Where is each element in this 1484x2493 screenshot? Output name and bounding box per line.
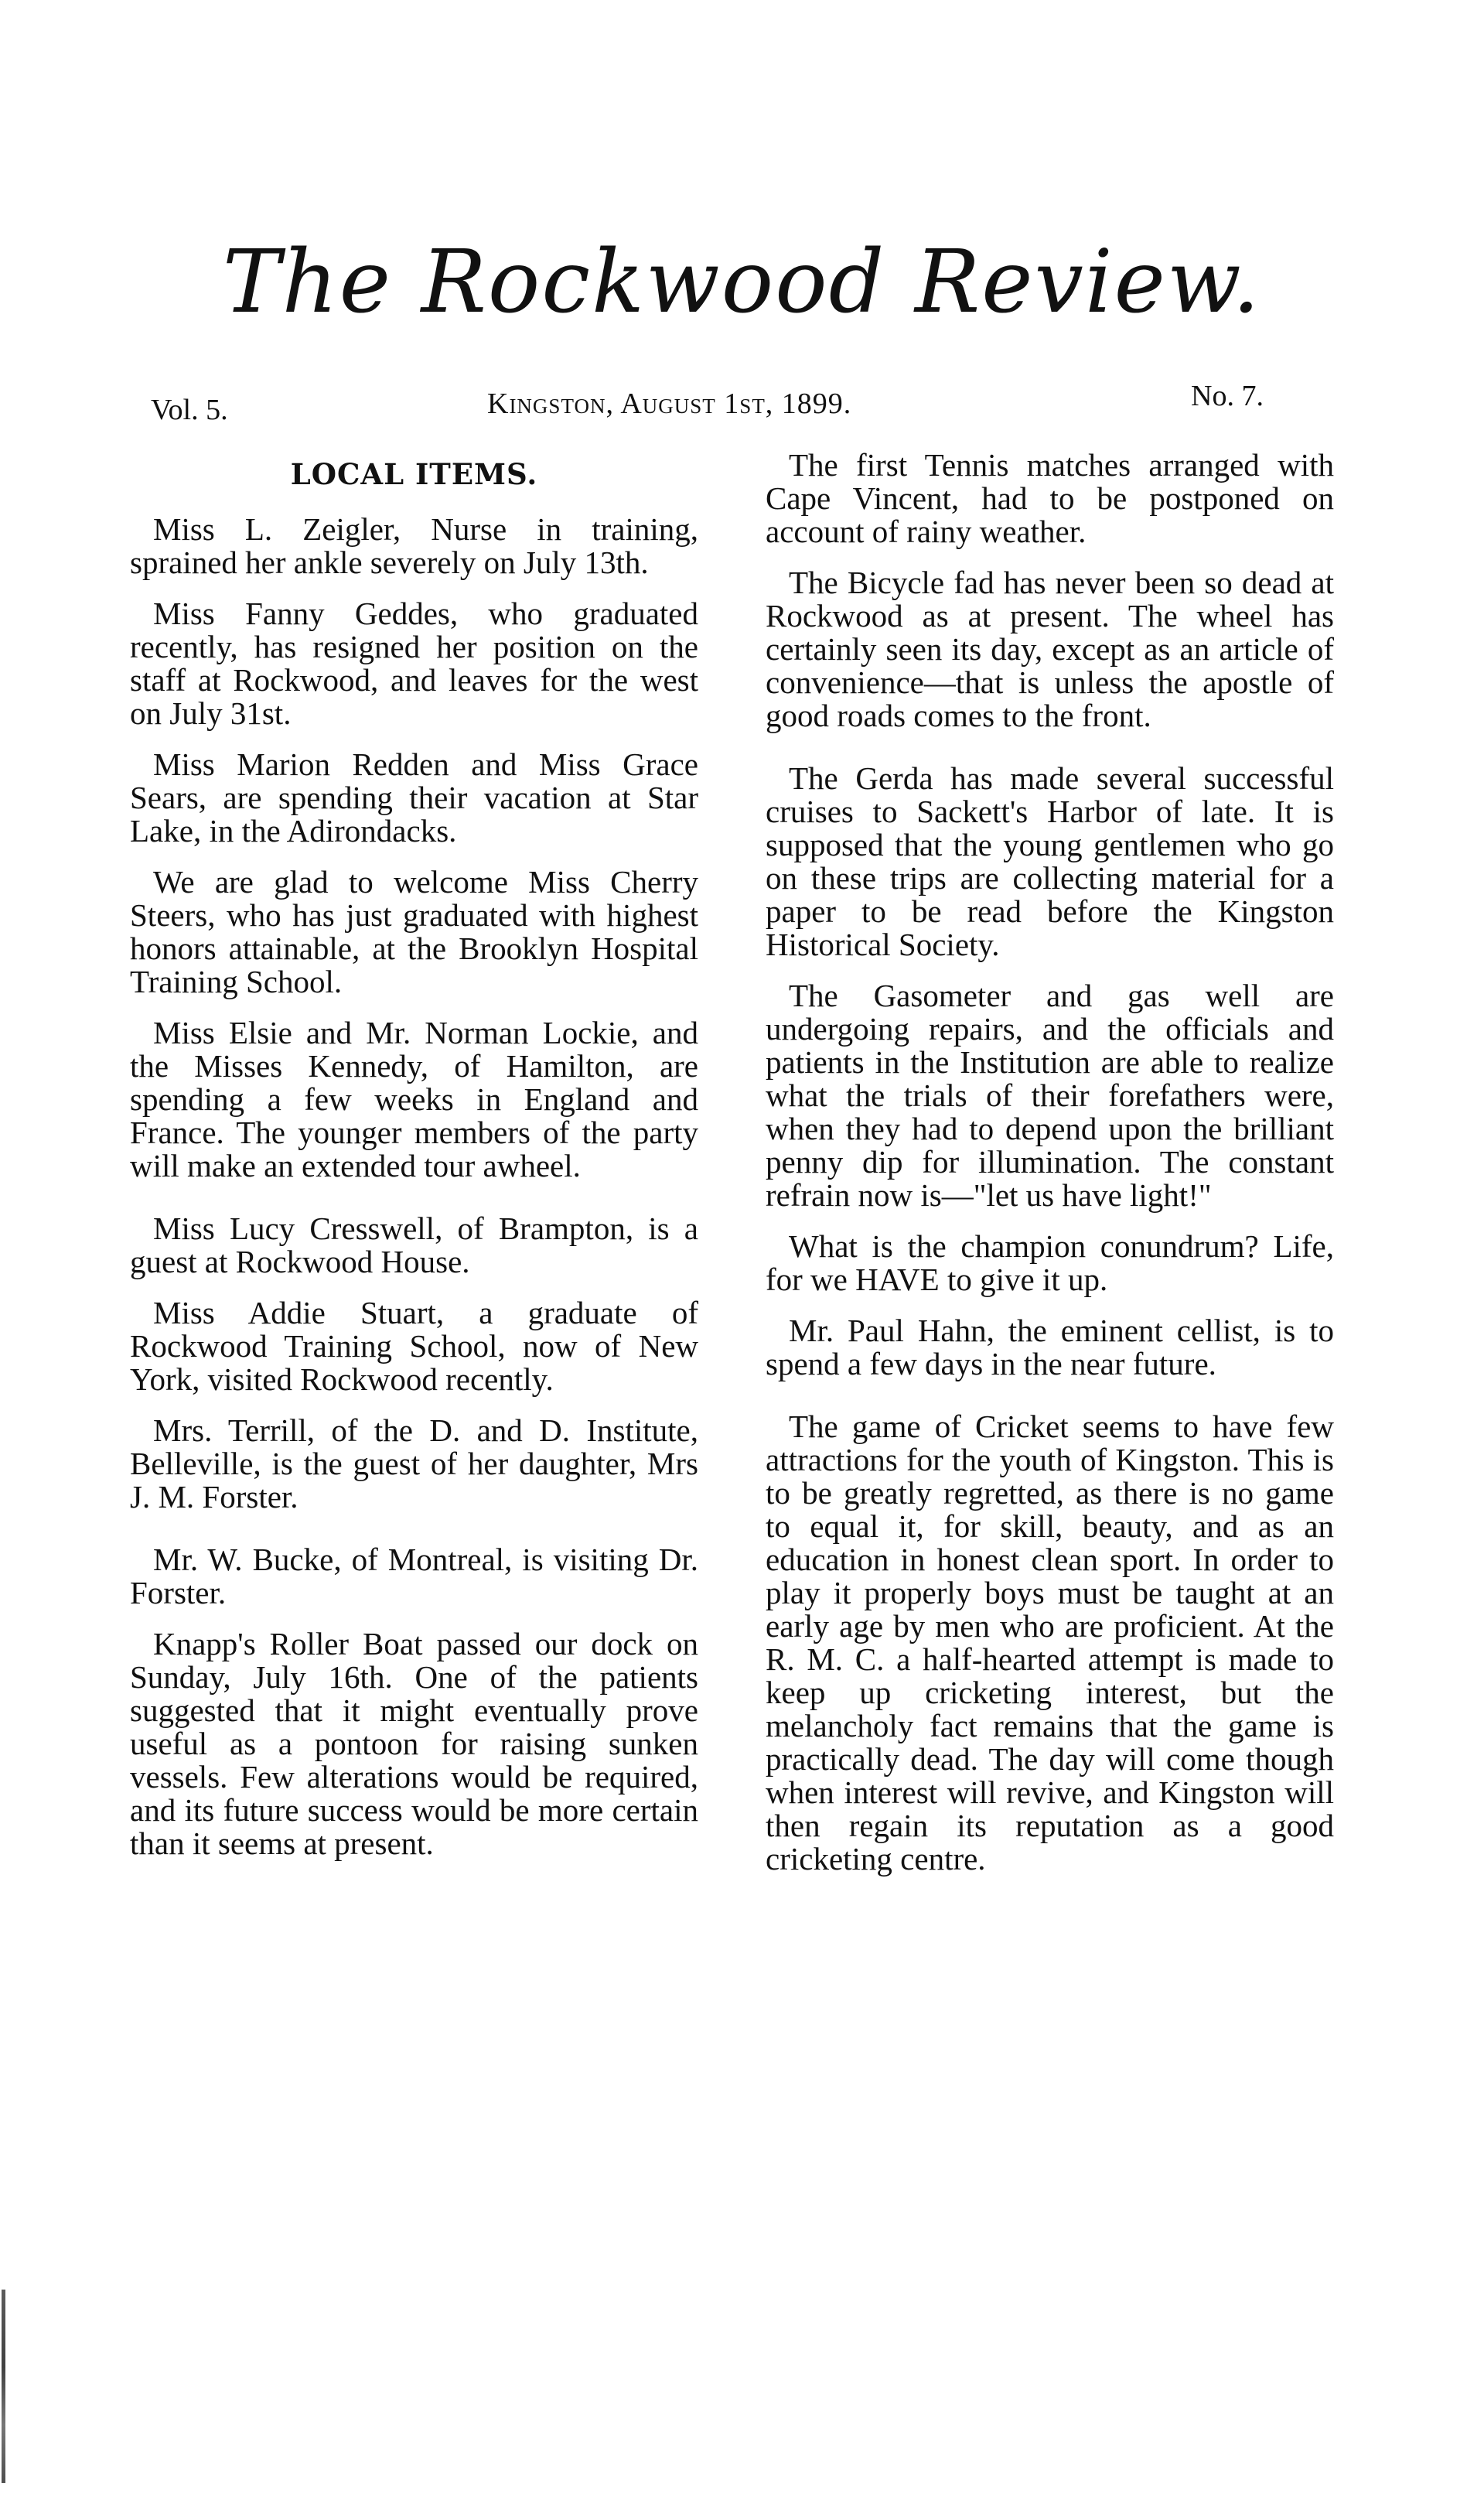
news-item: Knapp's Roller Boat passed our dock on Sunday, July 16th. One of the patients suggested that it might eventually prove useful as a pontoon for raising sunken vessels. Few alterations would be required, and its future success would be more certain than it seems at present. bbox=[130, 1626, 698, 1861]
masthead-title: The Rockwood Review. bbox=[222, 232, 1262, 333]
news-item: Miss Fanny Geddes, who graduated recently, has resigned her position on the staff at Rockwood, and leaves for the west on July 31st. bbox=[130, 596, 698, 731]
place-date: Kingston, August 1st, 1899. bbox=[487, 388, 852, 420]
news-item: Miss Elsie and Mr. Norman Lockie, and the Misses Kennedy, of Hamilton, are spending a few weeks in England and France. The younger members of the party will make an extended tour awheel. bbox=[130, 1015, 698, 1183]
dateline bbox=[131, 379, 1291, 433]
news-item: The Gerda has made several successful cruises to Sackett's Harbor of late. It is supposed that the young gentlemen who go on these trips are collecting material for a paper to be read before the Kingston Historical Society. bbox=[766, 760, 1334, 962]
news-item: Mr. W. Bucke, of Montreal, is visiting Dr. Forster. bbox=[130, 1542, 698, 1610]
news-item: The Gasometer and gas well are undergoing repairs, and the officials and patients in the Institution are able to realize what the trials of their forefathers were, when they had to depend upon the brilliant penny dip for illumination. The constant refrain now is—"let us have light!" bbox=[766, 978, 1334, 1213]
news-item: Miss L. Zeigler, Nurse in training, sprained her ankle severely on July 13th. bbox=[130, 511, 698, 580]
news-item: Mrs. Terrill, of the D. and D. Institute, Belleville, is the guest of her daughter, Mrs J. M. Forster. bbox=[130, 1412, 698, 1515]
news-item: Miss Lucy Cresswell, of Brampton, is a guest at Rockwood House. bbox=[130, 1211, 698, 1279]
section-heading-local-items: LOCAL ITEMS. bbox=[290, 457, 538, 491]
news-item: Mr. Paul Hahn, the eminent cellist, is to spend a few days in the near future. bbox=[766, 1313, 1334, 1381]
issue-number: No. 7. bbox=[1191, 380, 1264, 412]
scan-edge-mark bbox=[2, 2290, 5, 2483]
news-item: The Bicycle fad has never been so dead at Rockwood as at present. The wheel has certainly seen its day, except as an article of convenience—that is unless the apostle of good roads comes to the front. bbox=[766, 565, 1334, 733]
news-item: Miss Addie Stuart, a graduate of Rockwood Training School, now of New York, visited Rockwood recently. bbox=[130, 1295, 698, 1397]
news-item: Miss Marion Redden and Miss Grace Sears, are spending their vacation at Star Lake, in the Adirondacks. bbox=[130, 746, 698, 849]
right-column bbox=[766, 449, 1334, 1894]
left-column bbox=[130, 449, 698, 1878]
news-item: The first Tennis matches arranged with Cape Vincent, had to be postponed on account of rainy weather. bbox=[766, 447, 1334, 549]
news-item: We are glad to welcome Miss Cherry Steers, who has just graduated with highest honors attainable, at the Brooklyn Hospital Training School. bbox=[130, 864, 698, 999]
news-item: What is the champion conundrum? Life, for we HAVE to give it up. bbox=[766, 1228, 1334, 1297]
volume-label: Vol. 5. bbox=[151, 394, 228, 426]
news-item: The game of Cricket seems to have few attractions for the youth of Kingston. This is to be greatly regretted, as there is no game to equal it, for skill, beauty, and as an education in honest clean sport. In order to play it properly boys must be taught at an early age by men who are proficient. At the R. M. C. a half-hearted attempt is made to keep up cricketing interest, but the melancholy fact remains that the game is practically dead. The day will come though when interest will revive, and Kingston will then regain its reputation as a good cricketing centre. bbox=[766, 1409, 1334, 1877]
